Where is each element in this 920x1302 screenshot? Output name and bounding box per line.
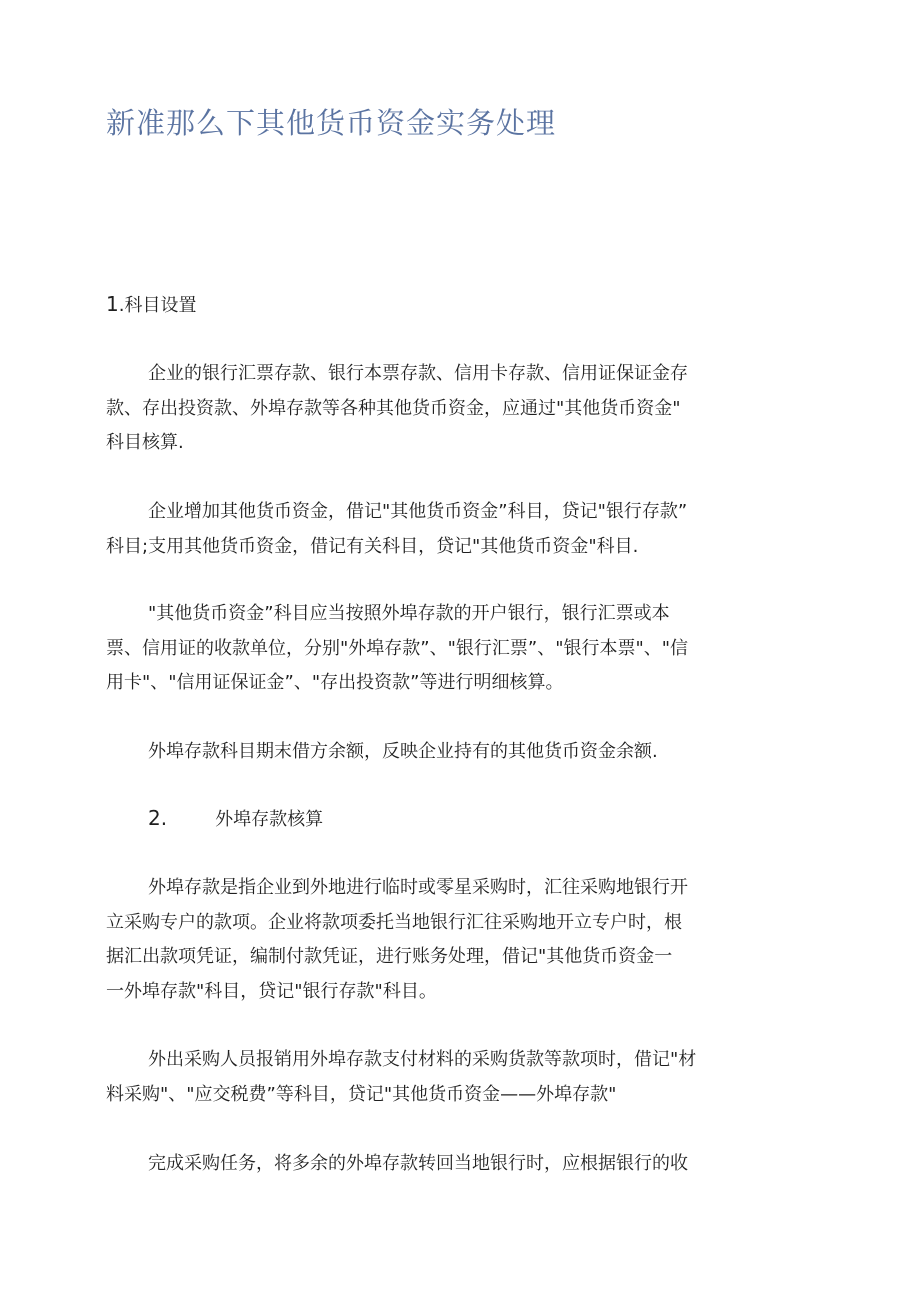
paragraph-line: 科目核算.: [106, 432, 184, 454]
paragraph-line: 外埠存款科目期末借方余额，反映企业持有的其他货币资金余额.: [148, 741, 658, 762]
paragraph-line: 据汇出款项凭证，编制付款凭证，进行账务处理，借记"其他货币资金一: [106, 946, 673, 968]
section-label: 外埠存款核算: [215, 809, 324, 830]
section-number: 1: [106, 292, 119, 316]
paragraph: [106, 735, 786, 770]
paragraph: [106, 495, 786, 564]
paragraph-line: 款、存出投资款、外埠存款等各种其他货币资金，应通过"其他货币资金": [106, 397, 681, 419]
paragraph: [106, 871, 786, 1009]
paragraph-line: 外埠存款是指企业到外地进行临时或零星采购时，汇往采购地银行开: [148, 877, 688, 898]
paragraph: [106, 597, 786, 701]
paragraph-line: 完成采购任务，将多余的外埠存款转回当地银行时，应根据银行的收: [148, 1153, 688, 1174]
section-heading-2: [148, 805, 323, 833]
paragraph-line: 企业增加其他货币资金，借记"其他货币资金”科目，贷记"银行存款”: [148, 501, 688, 522]
section-label: .科目设置: [118, 295, 197, 316]
paragraph: [106, 1043, 786, 1112]
section-heading-1: [106, 291, 196, 319]
paragraph: [106, 357, 786, 461]
paragraph-line: 企业的银行汇票存款、银行本票存款、信用卡存款、信用证保证金存: [148, 363, 688, 384]
paragraph-line: 用卡"、"信用证保证金”、"存出投资款”等进行明细核算。: [106, 672, 564, 694]
paragraph-line: "其他货币资金”科目应当按照外埠存款的开户银行，银行汇票或本: [148, 603, 670, 624]
paragraph-line: 料采购"、"应交税费”等科目，贷记"其他货币资金——外埠存款": [106, 1083, 617, 1105]
section-number: 2.: [148, 806, 168, 830]
paragraph-line: 外出采购人员报销用外埠存款支付材料的采购货款等款项时，借记"材: [148, 1049, 697, 1070]
paragraph-line: 科目;支用其他货币资金，借记有关科目，贷记"其他货币资金"科目.: [106, 535, 639, 557]
paragraph-line: 票、信用证的收款单位，分别"外埠存款”、"银行汇票”、"银行本票"、"信: [106, 637, 689, 659]
paragraph: [106, 1147, 786, 1182]
page-title: 新准那么下其他货币资金实务处理: [106, 106, 557, 140]
paragraph-line: 一外埠存款"科目，贷记"银行存款"科目。: [106, 980, 437, 1002]
paragraph-line: 立采购专户的款项。企业将款项委托当地银行汇往采购地开立专户时，根: [106, 911, 682, 933]
